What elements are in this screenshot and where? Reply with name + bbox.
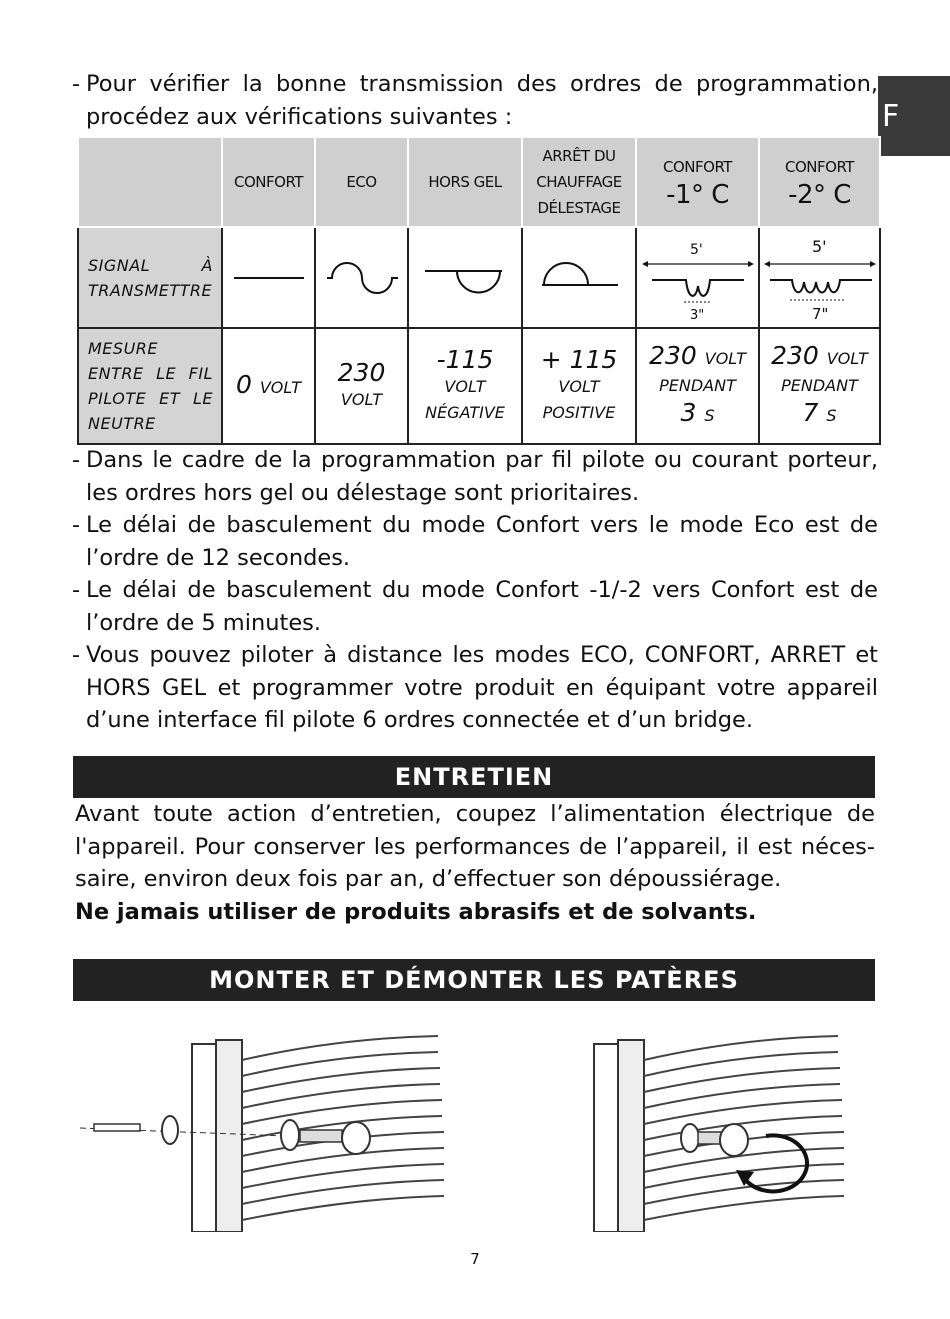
page-number: 7 [470,1250,480,1268]
header-hors-gel: HORS GEL [408,137,522,227]
signal-eco [315,227,408,328]
header-eco: ECO [315,137,408,227]
wave1-top-label: 5' [689,241,703,258]
header-confort: CONFORT [222,137,315,227]
measure-row [78,328,880,444]
signal-label: SIGNAL À TRANSMETTRE [78,227,222,328]
intro-bullet: - Pour vérifier la bonne transmission des ordres de programmation, procédez aux vérifications suivantes : [72,68,878,133]
measure-eco: 230 VOLT [315,328,408,444]
header-confort-1: CONFORT -1° C [636,137,759,227]
measure-label: MESURE ENTRE LE FIL PILOTE ET LE NEUTRE [78,328,222,444]
header-confort-2: CONFORT -2° C [759,137,880,227]
signal-confort-1 [636,227,759,328]
bullet-1: - Dans le cadre de la programmation par fil pilote ou courant porteur, les ordres hors gel ou délestage sont prioritaires. [72,447,878,506]
wave1-bottom-label: 3" [689,307,704,323]
measure-hors-gel: -115 VOLT NÉGATIVE [408,328,522,444]
measure-confort-2: 230 VOLT PENDANT 7 S [759,328,880,444]
illustration-dismount [590,1032,880,1232]
wave2-top-label: 5' [812,236,827,256]
language-tab: F [878,76,950,156]
measure-arret: + 115 VOLT POSITIVE [522,328,636,444]
entretien-paragraph: Avant toute action d’entretien, coupez l’alimentation électrique de l'appareil. Pour conserver les performances de l’appareil, il est néces-saire, environ deux fois par an, d’effectuer son dépoussiérage. Ne jamais utiliser de produits abrasifs et de solvants. [75,801,875,925]
signal-arret [522,227,636,328]
measure-confort-1: 230 VOLT PENDANT 3 S [636,328,759,444]
entretien-heading: ENTRETIEN [73,756,875,798]
header-empty [78,137,222,227]
signal-confort [222,227,315,328]
wave2-bottom-label: 7" [812,304,829,323]
signal-table [77,136,881,445]
header-arret: ARRÊT DU CHAUFFAGE DÉLESTAGE [522,137,636,227]
signal-confort-2 [759,227,880,328]
table-header-row [78,137,880,227]
signal-hors-gel [408,227,522,328]
bullet-2: - Le délai de basculement du mode Confort vers le mode Eco est de l’ordre de 12 secondes. [72,512,878,571]
illustration-mount [78,1032,448,1232]
measure-confort: 0 VOLT [222,328,315,444]
entretien-warning: Ne jamais utiliser de produits abrasifs et de solvants. [75,898,757,925]
signal-row [78,227,880,328]
bullet-4: - Vous pouvez piloter à distance les modes ECO, CONFORT, ARRET et HORS GEL et programmer votre produit en équipant votre appareil d’une interface fil pilote 6 ordres connectée et d’un bridge. [72,642,878,733]
intro-text: Pour vérifier la bonne transmission des ordres de programmation, procédez aux vérifications suivantes : [86,71,878,130]
pateres-heading: MONTER ET DÉMONTER LES PATÈRES [73,959,875,1001]
bullet-3: - Le délai de basculement du mode Confort -1/-2 vers Confort est de l’ordre de 5 minutes. [72,577,878,636]
